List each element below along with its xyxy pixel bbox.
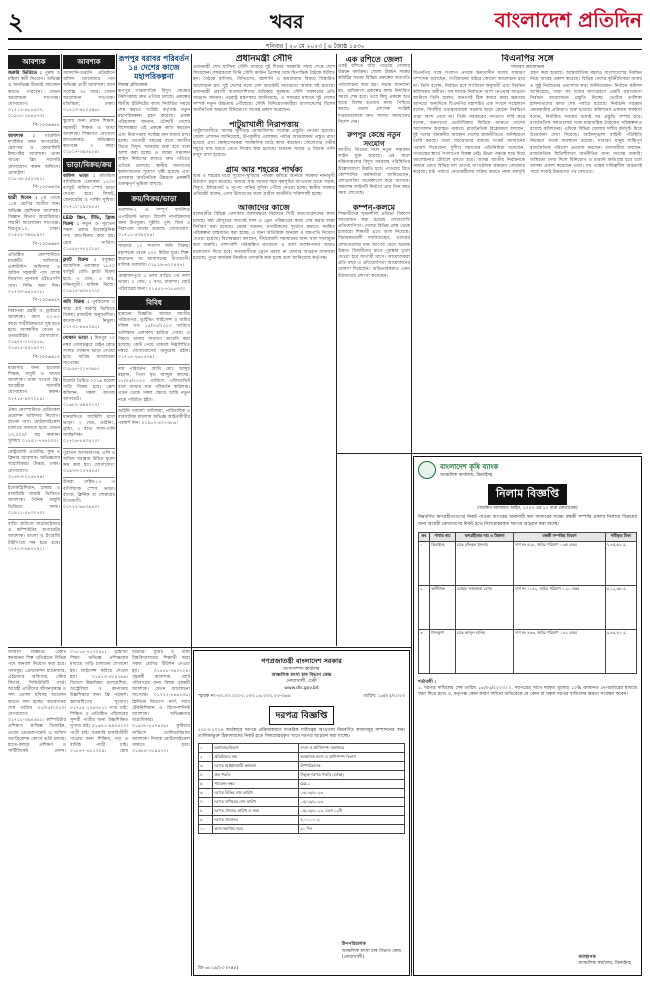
- byline: নিজস্ব প্রতিবেদক: [118, 83, 148, 88]
- ad-lead: LED স্ক্রিন, টিভি, ফ্রিজ বিক্রয় :: [63, 215, 115, 228]
- classified-header: ভাড়া/বিক্রয়/ক্রয়: [63, 158, 115, 172]
- tender-row: [199, 753, 405, 762]
- tender-cell-label: কাজ সমাপ্তির সময়: [213, 825, 299, 834]
- signatory-office: আঞ্চলিক মৎস্য চাষ বিভাগ কেন্দ্র: [341, 948, 401, 954]
- classified-ad: হারানো বিজ্ঞপ্তি: আমার জাতীয় পরিচয়পত্র, ড্রাইভিং লাইসেন্স ও জমির দলিল গত ১৫/০৫/২০২৩ তারিখে গুলিস্তান এলাকায় হারিয়ে গেছে। এ বিষয়ে থানায় সাধারণ ডায়েরি করা হয়েছে। কেউ পেয়ে থাকলে নিম্নলিখিত নম্বরে যোগাযোগের অনুরোধ রইল। ০১৭১৪-২৬৮৫৩৯।: [118, 311, 190, 361]
- tender-row: [199, 780, 405, 789]
- ad-lead: আবশ্যক :: [8, 133, 35, 139]
- tender-cell-label: প্যাকেজ নম্বর: [213, 780, 299, 789]
- auction-subtitle: (অর্থঋণ আদালত আইন, ২০০৩ এর ১২ ধারা মোতাবেক): [477, 506, 578, 512]
- article-body: গ্রাম ও শহরের মধ্যে সুযোগ-সুবিধার পার্থক্য কমিয়ে আনতে সরকার নানামুখী উদ্যোগ গ্রহণ করেছে। আমার গ্রাম আমার শহর কর্মসূচির আওতায় গ্রামে সড়ক, বিদ্যুৎ, ইন্টারনেট ও সুপেয় পানির সুবিধা পৌঁছে দেওয়া হচ্ছে। স্থানীয় সরকার প্রতিমন্ত্রী বলেন, এসব উদ্যোগের ফলে গ্রামীণ অর্থনীতি শক্তিশালী হচ্ছে।: [193, 173, 335, 198]
- auction-cell-no: ৩: [419, 629, 430, 673]
- tender-intro: ২০২৩-২০২৪ অর্থবছরে দরপত্র প্রক্রিয়াকরণে দাপ্তরিক দায়িত্বের আওতায় নিম্নবর্ণিত কাজসমূহ সম্পাদনের জন্য তালিকাভুক্ত ঠিকাদারদের নিকট হতে সিলমোহরকৃত খামে দরপত্র আহ্বান করা যাচ্ছে।: [198, 728, 405, 740]
- ad-code: পি-১২০৬৬৫৮: [33, 122, 60, 128]
- tender-cell-label: ক্রয় পদ্ধতি: [213, 771, 299, 780]
- tender-row: [199, 762, 405, 771]
- masthead: [8, 4, 642, 38]
- tender-cell-value: ০৫/০৬/২০২৩: [299, 798, 405, 807]
- classified-ad: জরুরি ভিত্তিতে : পুরুষ ও মহিলা কর্মী নিয়োগ। অভিজ্ঞ ও অনভিজ্ঞ উভয়ই আবেদন করতে পারবেন। বেতন আলোচনা সাপেক্ষে। যোগাযোগ: ০১৭১১-৪৮২৬৩০, ০১৯১৮-২৬৪৫৭৩।: [8, 71, 60, 120]
- newspaper-logo: বাংলাদেশ প্রতিদিন: [494, 8, 642, 32]
- article-headline: রুপপুর কেন্দ্রে নতুন সংযোগ: [347, 130, 401, 149]
- article-headline: পাটুয়াখালী নিরাপত্তায়: [229, 118, 299, 129]
- tender-cell-label: মন্ত্রণালয়/বিভাগ: [213, 744, 299, 753]
- tender-cell-value: আঞ্চলিক মৎস্য ও প্রাণিসম্পদ বিভাগ: [299, 753, 405, 762]
- classified-ad: আইনি পরামর্শ: জমিজমা, পারিবারিক ও ব্যবসায়িক মামলায় অভিজ্ঞ আইনজীবীর পরামর্শ নিন। ০১৯১২-৪০৭৩৮৬।: [118, 408, 190, 427]
- tender-row: [199, 798, 405, 807]
- tender-cell-value: ৯০ দিন: [299, 825, 405, 834]
- auction-notice-ad: [413, 456, 642, 976]
- ad-reference: জি-৬৮১৯/২৩ (৭x৪): [198, 965, 239, 971]
- article-body: শিক্ষার্থীদের সৃজনশীল প্রতিভা বিকাশে আয়োজন করা হয়েছে লেখালেখি প্রতিযোগিতা। দেশের বিভিন্ন প্রান্ত থেকে হাজারো শিক্ষার্থী এতে অংশ নিয়েছে। বিচারকমণ্ডলী জানিয়েছেন, এবারের লেখাগুলোর মান আগের চেয়ে অনেক উন্নত। বিজয়ীদের হাতে পুরস্কার তুলে দেওয়া হবে আগামী মাসে। আয়োজকরা প্রতি বছর এ প্রতিযোগিতা আয়োজনের ঘোষণা দিয়েছেন। অভিভাবকরাও এমন উদ্যোগের প্রশংসা করেছেন।: [338, 211, 410, 279]
- auction-cell-branch: শৈলকুপা: [430, 629, 456, 673]
- tender-cell-label: প্রতিষ্ঠানের নাম: [213, 753, 299, 762]
- classified-ad: আমদানি-রপ্তানি প্রতিষ্ঠানে অফিস ম্যানেজার পদে অভিজ্ঞ প্রার্থী আবশ্যক। বয়স সর্বোচ্চ ৩৫ বছর। বেতন আলোচনা সাপেক্ষে। মতিঝিল, ঢাকা। ০১৭১৩-৪৮২৫৯৬।: [63, 71, 115, 114]
- tender-cell-label: দরপত্র বিক্রির শেষ তারিখ: [213, 789, 299, 798]
- classified-column-1: [8, 54, 60, 646]
- classified-header: আবশ্যক: [63, 55, 115, 69]
- auction-cell-amount: ৭,৪৫,৬২০/-: [605, 541, 636, 585]
- auction-row: [419, 541, 637, 585]
- tender-row: [199, 816, 405, 825]
- signatory-name: উপপরিচালক: [341, 942, 366, 948]
- classified-column-bottom: [8, 650, 190, 976]
- tender-title: দরপত্র বিজ্ঞপ্তি: [269, 706, 335, 725]
- byline: সাধারণ আলোচনা: [510, 65, 545, 70]
- tender-cell-no: ১: [199, 744, 213, 753]
- classified-ad: প্রতিষ্ঠিত কোম্পানিতে মার্কেটিং অফিসার, একাউন্টস অফিসার ও অফিস সহকারী পদে লোক নিয়োগ। ন্যূনতম এইচএসসি পাস। সিভি জমা দিন। ০১৭৩০-৬৫২৪১৮।: [8, 252, 60, 295]
- article-body: রাজধানীর বিভিন্ন এলাকায় জলাবদ্ধতা নিরসনে সিটি করপোরেশনের কাজ চলছে। বর্ষা মৌসুমের আগেই খাল ও ড্রেন পরিষ্কারের কাজ শেষ করার লক্ষ্য নির্ধারণ করা হয়েছে। মেয়র জানান, নাগরিকদের দুর্ভোগ কমাতে সমন্বিত পরিকল্পনা বাস্তবায়ন করা হচ্ছে। এ জন্য অতিরিক্ত জনবল ও যন্ত্রপাতি নিয়োগ দেওয়া হয়েছে। বিশেষজ্ঞরা বলছেন, দীর্ঘমেয়াদি সমাধানের জন্য খাল দখলমুক্ত করা জরুরি। পাশাপাশি পরিকল্পিত নগরায়ণ ও বর্জ্য ব্যবস্থাপনায় আরও মনোযোগ দিতে হবে। নগরবাসীকে ড্রেনে ময়লা না ফেলার আহ্বান জানানো হয়েছে। পুরো কার্যক্রম নিয়মিত তদারকি করা হচ্ছে বলে জানিয়েছে কর্তৃপক্ষ।: [193, 212, 335, 261]
- tender-table: [198, 743, 405, 834]
- auction-column-header: ঋণগ্রহীতার নাম ও ঠিকানা: [455, 532, 513, 541]
- classified-ad: নিরাপত্তা প্রহরী ও ড্রাইভার আবশ্যক। বয়স ২২-৪০ বছর। শারীরিকভাবে সুস্থ হতে হবে। আকর্ষণীয় বেতন ও ওভারটাইম। যোগাযোগ: ০১৯৭৭-২৮৩৫১৬, ০১৬২৫-৪৪১৯০৭।: [8, 309, 60, 352]
- terms-title: শর্তাবলী :: [418, 679, 437, 685]
- tender-cell-value: উন্মুক্ত দরপত্র পদ্ধতি (OTM): [299, 771, 405, 780]
- auction-cell-name: মোছাঃ জাহানারা বেগম: [455, 585, 513, 629]
- office-location: নোয়াখালী, ঢেমী: [286, 679, 317, 685]
- classified-ad: বায়িং হাউজে মার্চেন্ডাইজার ও কম্পিউটার অপারেটর আবশ্যক। বাংলা ও ইংরেজি টাইপিংয়ে দক্ষ হতে হবে। ০১৭৮৩-৬৪০২৯১।: [8, 521, 60, 552]
- classified-ad: নাম পরিবর্তন: আমি মোঃ আব্দুর রহমান, পিতা মৃত আব্দুল কাদের, ১৮/০৫/২০২৩ তারিখে এফিডেভিট বলে আমার নাম পরিবর্তন করিলাম। এখন থেকে সকল ক্ষেত্রে আমি নতুন নামে পরিচিত হইব।: [118, 366, 190, 403]
- article-body: রূপপুর পারমাণবিক বিদ্যুৎ কেন্দ্রের নির্মাণকাজ দ্রুত এগিয়ে চলছে। প্রকল্পের দ্বিতীয় ইউনিটের কাজ নির্ধারিত সময়ে শেষ করতে সংশ্লিষ্ট কর্তৃপক্ষ নতুন মহাপরিকল্পনা গ্রহণ করেছে। প্রকল্প পরিচালক জানান, চৌদ্দটি দেশের বিশেষজ্ঞরা এই প্রকল্পে কাজ করছেন এবং নিরাপত্তার সর্বোচ্চ মান বজায় রাখা হচ্ছে। আগামী বছরের মধ্যে জাতীয় গ্রিডে বিদ্যুৎ সরবরাহ শুরু হবে বলে আশা করা হচ্ছে। এ লক্ষ্যে সঞ্চালন লাইন নির্মাণের কাজও দ্রুত গতিতে এগিয়ে চলেছে। স্থানীয় জনগণের কর্মসংস্থানের সুযোগ সৃষ্টি হয়েছে এবং এলাকার অর্থনৈতিক উন্নয়নে প্রকল্পটি গুরুত্বপূর্ণ ভূমিকা রাখছে।: [118, 89, 190, 188]
- ad-lead: দোকান ভাড়া :: [63, 336, 93, 342]
- classified-ad: গুলশান-২ এ সম্পূর্ণ ফার্নিশড এপার্টমেন্ট ভাড়া। বিদেশি নাগরিকদের জন্য উপযুক্ত। সুইমিং পুল, জিম ও নিরাপত্তা ব্যবস্থা রয়েছে। যোগাযোগ: ০১৭১১-৫৩৯২৮৪।: [118, 208, 190, 239]
- tender-cell-no: ৭: [199, 798, 213, 807]
- auction-cell-property: দাগ নং ৭৬৩, জমির পরিমাণ ০.৪২ একর: [514, 629, 605, 673]
- tender-cell-no: ৩: [199, 762, 213, 771]
- classified-ad: ধানমন্ডিতে ফ্যামিলি বাসা ভাড়া। ২ বেড, ডাইনিং, ড্রয়িং, ২ বাথ। গ্যাস-পানি সার্বক্ষণিক। ০১৭২৬-৮৪৩৫১০।: [63, 414, 115, 445]
- signatory-name: ব্যবস্থাপক: [578, 954, 596, 960]
- tender-cell-no: ৮: [199, 807, 213, 816]
- tender-row: [199, 825, 405, 834]
- classified-ad: ফ্ল্যাট বিক্রয় : বসুন্ধরা আবাসিক এলাকায় ১৮৫০ বর্গফুট রেডি ফ্ল্যাট বিক্রয় হবে। ৩ বেড, ৩ বাথ, দক্ষিণমুখী। মালিক নিজে। ০১৯১৫-৬৩৮২৭১।: [63, 258, 115, 295]
- memo-date: তারিখ: ১৬/০৫/২০২৩: [363, 693, 405, 699]
- classified-ad: মাদ্রাসার জন্য হাফেজ শিক্ষক, বাবুর্চি ও খাদেম আবশ্যক। থাকা খাওয়া ফ্রি। আগ্রহীরা সরাসরি যোগাযোগ করুন। ০১৭১৫-৯০৩২৮৪।: [8, 365, 60, 402]
- tender-row: [199, 744, 405, 753]
- auction-cell-property: দাগ নং ৫২৮, জমির পরিমাণ ০.৩৫ একর: [514, 541, 605, 585]
- auction-cell-amount: ৯,৮৬,৪১০/-: [605, 629, 636, 673]
- signatory-place: (নোয়াখালী): [341, 954, 365, 960]
- section-title: খবর: [270, 11, 304, 33]
- classified-ad: ঔষধ কোম্পানিতে মেডিকেল প্রমোশন অফিসার নিয়োগ। স্নাতক পাস। মোটরসাইকেল চালাতে জানতে হবে। বেতন ২০,০০০/- সহ অন্যান্য সুবিধা। ০১৮৪২-৭৭৬১০৩।: [8, 407, 60, 444]
- main-headline: প্রধানমন্ত্রী সৌদি: [235, 54, 293, 64]
- classified-ad: উত্তরা সেক্টর-১২ এ বাণিজ্যিক স্পেস ভাড়া। ব্যাংক, ক্লিনিক বা শোরুমের উপযোগী। ০১৭১২-৬৮৩৯৪০।: [63, 480, 115, 511]
- issue-date: শনিবার | ২০ মে ২০২৩ | ৬ জ্যৈষ্ঠ ১৪৩০: [266, 43, 365, 50]
- classified-header: আবশ্যক: [8, 55, 60, 69]
- tender-cell-no: ৪: [199, 771, 213, 780]
- auction-intro: নিম্নবর্ণিত ঋণগ্রহীতাগণের নিকট পাওনা ব্যাংকের অনাদায়ী ঋণ আদায়ের লক্ষ্যে বন্ধকী সম্পত্তি প্রকাশ্য নিলামে বিক্রয়ের জন্য আগ্রহী ক্রেতাগণের নিকট হতে সিলমোহরকৃত দরপত্র আহ্বান করা যাচ্ছে।: [418, 515, 637, 527]
- classified-ad: সাভারে ১০ শতাংশ জমি বিক্রয়। মহাসড়ক থেকে ২০০ মিটার দূরে। শিল্প-কারখানা বা আবাসনের উপযোগী। মালিক সরাসরি। ০১৮১৯-৬২০৪৫৭।: [118, 244, 190, 269]
- classified-ad: আবশ্যক : গার্মেন্টস ফ্যাক্টরির জন্য অপারেটর, হেলপার ও কোয়ালিটি ইন্সপেক্টর আবশ্যক। থাকা খাওয়া ফ্রি। সরাসরি যোগাযোগ করুন অফিসে। মোবাইল: ০১৮১৯-৫৫২৩৪১।: [8, 133, 60, 183]
- tender-cell-no: ১০: [199, 825, 213, 834]
- auction-row: [419, 629, 637, 673]
- article-headline: বিএনপির সঙ্গে: [501, 54, 554, 64]
- auction-table: [418, 532, 637, 674]
- tender-cell-value: GD-১: [299, 780, 405, 789]
- ad-lead: ফ্ল্যাট বিক্রয় :: [63, 258, 97, 264]
- auction-column-header: ক্রঃ: [419, 532, 430, 541]
- auction-row: [419, 585, 637, 629]
- gov-title: গণপ্রজাতন্ত্রী বাংলাদেশ সরকার: [261, 657, 342, 665]
- ad-lead: জমি বিক্রয় :: [63, 300, 90, 306]
- bank-office: আঞ্চলিক কার্যালয়, ঝিনাইদহ: [440, 473, 493, 478]
- article-body: একই রশিতে বাঁধা পড়েছে জেলার উন্নয়ন কার্যক্রম। জেলা উন্নয়ন সমন্বয় কমিটির সভায় বিভিন্ন প্রকল্পের অগ্রগতি পর্যালোচনা করা হয়। সভায় জানানো হয়, অধিকাংশ প্রকল্পের কাজ নির্ধারিত সময়ে শেষ হবে। তবে কিছু প্রকল্পে অর্থ ছাড়ে বিলম্ব হওয়ায় কাজ পিছিয়ে আছে। জেলা প্রশাসক সংশ্লিষ্ট দপ্তরগুলোকে দ্রুত সমস্যা সমাধানের নির্দেশ দেন।: [338, 64, 410, 125]
- auction-column-header: বন্ধকী সম্পত্তির বিবরণ: [514, 532, 605, 541]
- office-name: আঞ্চলিক মৎস্য চাষ বিভাগ কেন্দ্র: [271, 673, 332, 679]
- classified-ad: LED স্ক্রিন, টিভি, ফ্রিজ বিক্রয় : নতুন ও পুরাতন সকল প্রকার ইলেকট্রনিক্স পণ্য ক্রয়-বিক্রয় করা হয়। হোম সার্ভিস। ০১৫৫৫-৭৮২৩১৪।: [63, 215, 115, 252]
- tender-cell-no: ৬: [199, 789, 213, 798]
- classified-ad: মোহাম্মদপুরে ৫ তলা বাড়ির ৩য় তলা ভাড়া। ৩ বেড, ২ বাথ, বারান্দা। ছোট পরিবারের জন্য। ০১৫৫২-৭১৮৬৩০।: [118, 274, 190, 292]
- auction-cell-property: দাগ নং ১১৪২, জমির পরিমাণ ০.২০ একর: [514, 585, 605, 629]
- auction-column-header: শাখার নাম: [430, 532, 456, 541]
- ad-code: পি-১২০৬৬৩৯: [33, 185, 60, 191]
- ad-code: পি-১২০৬৬২৭: [33, 298, 60, 304]
- article-body: পাটুয়াখালীতে আসন্ন ঘূর্ণিঝড় মোকাবিলায় সর্বোচ্চ প্রস্তুতি নেওয়া হয়েছে। জেলা প্রশাসন জানিয়েছে, উপকূলীয় এলাকায় পর্যাপ্ত আশ্রয়কেন্দ্র প্রস্তুত রাখা হয়েছে এবং স্বেচ্ছাসেবকরা সার্বক্ষণিক মাঠে কাজ করছেন। জেলেদের গভীর সমুদ্রে মাছ ধরতে যেতে নিষেধ করা হয়েছে। শুকনো খাবার ও বিশুদ্ধ পানি মজুদ রাখা হয়েছে।: [193, 128, 335, 159]
- auction-cell-branch: কালীগঞ্জ: [430, 585, 456, 629]
- article-body: প্রধানমন্ত্রী শেখ হাসিনা সৌদি আরবে দুই দিনের সরকারি সফর শেষে দেশে ফিরেছেন। সফরকালে তিনি সৌদি ক্রাউন প্রিন্সের সঙ্গে দ্বিপাক্ষিক বৈঠকে মিলিত হন। বৈঠকে বাণিজ্য, বিনিয়োগ, জ্বালানি ও শ্রমবাজার বিষয়ে বিস্তারিত আলোচনা হয়। দুই দেশের মধ্যে বেশ কয়েকটি সমঝোতা স্মারক সই হয়েছে। প্রধানমন্ত্রী প্রবাসী বাংলাদেশিদের অধিকার সুরক্ষায় সৌদি সরকারের প্রতি আহ্বান জানান। পররাষ্ট্র মন্ত্রণালয় জানিয়েছে, এ সফরের মাধ্যমে দুই দেশের সম্পর্ক নতুন উচ্চতায় পৌঁছেছে। সৌদি বিনিয়োগকারীরা বাংলাদেশের বিশেষ অর্থনৈতিক অঞ্চলে বিনিয়োগে আগ্রহ প্রকাশ করেছেন।: [193, 65, 335, 114]
- memo-number: স্মারক নং-৩৩.০৩.০০০০.১৩৩.১৬.০৩৩.২৩-৩৬৬: [198, 693, 291, 699]
- classified-ad: নিয়োগ বিজ্ঞপ্তি: একটি স্বনামধন্য শিল্প প্রতিষ্ঠানে বিভিন্ন পদে জনবল নিয়োগ করা হবে। পদসমূহ: প্রোডাকশন ম্যানেজার, এইচআর অফিসার, স্টোর কিপার, সিকিউরিটি গার্ড। আগ্রহী প্রার্থীদের জীবনবৃত্তান্ত ও সদ্য তোলা ছবিসহ আবেদন করতে বলা হচ্ছে। আবেদনের শেষ তারিখ ৩১/০৫/২০২৩। যোগাযোগ: ০১৭১১-৩৯৪৫৬২। কম্পিউটার প্রশিক্ষণ: গ্রাফিক্স ডিজাইন, ওয়েব ডেভেলপমেন্ট ও অফিস অ্যাপ্লিকেশন কোর্সে ভর্তি চলছে। হাতে-কলমে প্রশিক্ষণ ও সার্টিফিকেট প্রদান। ০১৮১৫-৭২৩০৪৮। ড্রাইভিং শিক্ষা: অভিজ্ঞ প্রশিক্ষকের মাধ্যমে গাড়ি চালানো শেখানো হয়। লাইসেন্স করিয়ে দেওয়া হয়। ০১৯১৩-৫৮৪২৬৯। বিদেশে উচ্চশিক্ষা: মালয়েশিয়া, অস্ট্রেলিয়া ও কানাডায় উচ্চশিক্ষার জন্য ফ্রি পরামর্শ। স্কলারশিপের সুযোগ। ০১৭৫৫-২০৬৩৮১। পাত্র চাই: শিক্ষিত ও প্রতিষ্ঠিত পরিবারের সুন্দরী পাত্রীর জন্য উচ্চশিক্ষিত সুপাত্র চাই। ০১৬৭১-৪৯৩৫২০। পাত্রী চাই: সরকারি চাকরিজীবী পাত্রের জন্য শিক্ষিত, নম্র ও ধার্মিক পাত্রী চাই। ০১৮৪৭-৬২১৩০৯। হোম টিউটর: বুয়েট ও ঢাকা বিশ্ববিদ্যালয়ের শিক্ষার্থী দ্বারা সকল শ্রেণির টিউশন দেওয়া হয়। ০১৫৫৮-৩৯০৭২৪। গৃহকর্মী আবশ্যক: ছোট পরিবারের জন্য বিশ্বস্ত গৃহকর্মী আবশ্যক। বেতন আলোচনা সাপেক্ষে। ০১৭২২-৮৪৬১৩৫। ক্লিনিকে নিয়োগ: নার্স, ল্যাব টেকনিশিয়ান ও রিসেপশনিস্ট আবশ্যক। অভিজ্ঞদের অগ্রাধিকার। ০১৯৩৮-২৫৭৪০৬। কুরিয়ার সার্ভিসে ডেলিভারিম্যান আবশ্যক। নিজস্ব মোটরসাইকেল থাকতে হবে। ০১৬৮৪-৩১৯৫৭২।: [8, 650, 190, 755]
- tender-cell-no: ৫: [199, 780, 213, 789]
- bank-logo-icon: [418, 461, 436, 479]
- tender-cell-label: দরপত্র জামানত: [213, 816, 299, 825]
- auction-cell-name: মোঃ রফিকুল ইসলাম: [455, 541, 513, 585]
- office-name: মৎস্যসম্পদ কার্যালয়: [283, 667, 320, 672]
- terms-body: ১. দরপত্র দাখিলের শেষ তারিখ ১৫/০৬/২০২৩। ২. দরপত্রের সাথে দরকৃত মূল্যের ১০% জামানত পে-অর্ডারের মাধ্যমে জমা দিতে হবে। ৩. কর্তৃপক্ষ কোন কারণ দর্শানো ব্যতিরেকে যে কোন বা সকল দরপত্র বাতিলের ক্ষমতা সংরক্ষণ করেন।: [418, 686, 637, 698]
- article-headline: এক রশিতে জেলা: [345, 54, 403, 64]
- classified-ad: ইলেকট্রিশিয়ান, প্লাম্বার ও রাজমিস্ত্রি জরুরি ভিত্তিতে আবশ্যক। দৈনিক মজুরি ভিত্তিতে কাজ। ০১৯১১-৫৮৩২৭০।: [8, 485, 60, 516]
- tender-row: [199, 789, 405, 798]
- tender-cell-value: মৎস্য ও প্রাণিসম্পদ মন্ত্রণালয়: [299, 744, 405, 753]
- classified-ad: দোকান ভাড়া : মিরপুর ১০ নম্বর গোলচত্বরে মেইন রোড সংলগ্ন দোকান ভাড়া দেওয়া হবে। অগ্রিম আলোচনা সাপেক্ষে। ০১৮৪৫-২১৭৩৬৮।: [63, 336, 115, 373]
- ad-lead: অফিস ভাড়া :: [63, 173, 96, 179]
- classified-header: বিবিধ: [118, 296, 190, 310]
- dateline: [8, 38, 642, 50]
- bank-name: বাংলাদেশ কৃষি ব্যাংক: [440, 462, 499, 471]
- signatory-office: আঞ্চলিক কার্যালয়, ঝিনাইদহ: [578, 960, 631, 966]
- classified-ad: ছাত্রী দিবেন : ৮ম থেকে ১০ম শ্রেণির ছাত্রীর জন্য অভিজ্ঞ গৃহশিক্ষক আবশ্যক। বিজ্ঞান বিভাগ অগ্রাধিকার। সম্মানী আলোচনা সাপেক্ষে। মিরপুর-১০, ঢাকা। ০১৫৫২-৩৪৬৮৯০।: [8, 196, 60, 239]
- auction-column-header: দাবীকৃত টাকা: [605, 532, 636, 541]
- page-number: ২: [8, 7, 24, 36]
- news-column-rail: [118, 54, 190, 646]
- classified-ad: অফিস ভাড়া : মতিঝিল বাণিজ্যিক এলাকায় ১২০০ বর্গফুট অফিস স্পেস ভাড়া দেওয়া হবে। লিফট, জেনারেটর ও পার্কিং সুবিধা। ০১৭১১-২৯৩৪৮৫।: [63, 173, 115, 210]
- article-body: বিএনপির সঙ্গে সংলাপ প্রসঙ্গে ক্ষমতাসীন দলের সাধারণ সম্পাদক বলেছেন, সংবিধানের বাইরে কোনো আলোচনা হবে না। তিনি বলেন, নির্বাচন হবে সংবিধান অনুযায়ী এবং নির্বাচন কমিশনের অধীনে। সব দলকে নির্বাচনে অংশ নেওয়ার আহ্বান জানিয়ে তিনি বলেন, জনগণই ঠিক করবে কারা ক্ষমতায় আসবে। অন্যদিকে বিএনপির মহাসচিব এক সংবাদ সম্মেলনে বলেন, নির্দলীয় তত্ত্বাবধায়ক সরকার ছাড়া কোনো নির্বাচনে তারা অংশ নেবে না। তিনি সরকারের পদত্যাগ দাবি করে বলেন, জনগণের ভোটাধিকার ফিরিয়ে আনতে তাদের আন্দোলন অব্যাহত থাকবে। রাজনৈতিক বিশ্লেষকরা বলছেন, দুই দলের অনমনীয় অবস্থান দেশের রাজনীতিতে অনিশ্চয়তা তৈরি করছে। তারা সমঝোতার মাধ্যমে সংকট সমাধানের পরামর্শ দিয়েছেন। সুশীল সমাজের প্রতিনিধিরা বলেছেন, গণতন্ত্রের স্বার্থে সংলাপের বিকল্প নেই। উভয় পক্ষকে ছাড় দিয়ে আলোচনার টেবিলে বসতে হবে। আসন্ন জাতীয় নির্বাচনকে সামনে রেখে বিভিন্ন দল তাদের সাংগঠনিক কার্যক্রম জোরদার করেছে। মাঠ পর্যায়ে নেতাকর্মীদের সক্রিয় করতে নানা কর্মসূচি গ্রহণ করা হয়েছে। আন্তর্জাতিক মহলও বাংলাদেশের নির্বাচন নিয়ে আগ্রহ প্রকাশ করেছে। বিভিন্ন দেশের কূটনীতিকরা অবাধ ও সুষ্ঠু নির্বাচনের প্রত্যাশার কথা জানিয়েছেন। নির্বাচন কমিশন জানিয়েছে, তারা সব দলের অংশগ্রহণে একটি গ্রহণযোগ্য নির্বাচন আয়োজনে প্রস্তুতি নিচ্ছে। ভোটার তালিকা হালনাগাদের কাজ শেষ পর্যায়ে রয়েছে। নির্বাচনি সরঞ্জাম কেনাকাটার প্রক্রিয়াও শুরু হয়েছে। কমিশনের একজন কর্মকর্তা বলেন, নির্ধারিত সময়ের মধ্যেই সব প্রস্তুতি সম্পন্ন হবে। রাজনৈতিক দলগুলোর সঙ্গে ধারাবাহিক বৈঠকের পরিকল্পনাও রয়েছে কমিশনের। এদিকে বিভিন্ন জেলায় দলীয় কর্মসূচি ঘিরে উত্তেজনা দেখা দিয়েছে। আইনশৃঙ্খলা বাহিনী পরিস্থিতি নিয়ন্ত্রণে সতর্ক অবস্থানে রয়েছে। সাধারণ মানুষ শান্তিপূর্ণ রাজনৈতিক পরিবেশ প্রত্যাশা করছেন। ব্যবসায়ীরা বলছেন, রাজনৈতিক স্থিতিশীলতা অর্থনীতির জন্য অত্যন্ত জরুরি। অস্থিরতা দেখা দিলে বিনিয়োগ ও রপ্তানি ক্ষতিগ্রস্ত হবে বলে আশঙ্কা প্রকাশ করেছেন তারা। সব পক্ষের দায়িত্বশীল আচরণই পারে সংকট উত্তরণের পথ দেখাতে।: [413, 71, 642, 176]
- auction-cell-no: ২: [419, 585, 430, 629]
- news-column-d: [413, 54, 642, 452]
- tender-cell-label: দরপত্র আহ্বানকারী কর্মকর্তা: [213, 762, 299, 771]
- news-column-main: [193, 54, 335, 646]
- classified-header: ক্রয়/বিক্রয়/ভাড়া: [118, 192, 190, 206]
- tender-cell-label: দরপত্র খোলার তারিখ ও সময়: [213, 807, 299, 816]
- auction-title: নিলাম বিজ্ঞপ্তি: [488, 484, 567, 505]
- classified-ad: পুরাতন আসবাবপত্র, এসি ও অফিস সরঞ্জাম উচিত মূল্যে ক্রয় করা হয়। যোগাযোগ: ০১৯৩৩-২০৭৪৮৫।: [63, 450, 115, 475]
- article-body: জাতীয় গ্রিডের সঙ্গে নতুন সঞ্চালন লাইন যুক্ত হয়েছে। এর ফলে দক্ষিণাঞ্চলের বিদ্যুৎ সরবরাহ পরিস্থিতির উল্লেখযোগ্য উন্নতি হবে। পাওয়ার গ্রিড কোম্পানির কর্মকর্তারা জানিয়েছেন, লোডশেডিং অনেকাংশে কমে আসবে। সঞ্চালন লাইনটি নির্মাণে প্রায় তিন বছর সময় লেগেছে।: [338, 148, 410, 197]
- tender-notice-ad: [193, 650, 410, 976]
- rail-headline: রূপপুর বরাবর পরিবর্তন ১৪ দেশের কাজে মহাপরিকল্পনা: [118, 54, 190, 81]
- ad-lead: ছাত্রী দিবেন :: [8, 196, 38, 202]
- tender-cell-value: ০৫/০৬/২০২৩, বেলা ১২টা: [299, 807, 405, 816]
- auction-cell-amount: ৫,১২,৩৮০/-: [605, 585, 636, 629]
- news-column-c: [338, 54, 410, 452]
- classified-ad: স্কুলের জন্য প্রধান শিক্ষক, সহকারী শিক্ষক ও আয়া আবশ্যক। শিক্ষাগত যোগ্যতা স্নাতকোত্তর। অভিজ্ঞতা কমপক্ষে ৩ বছর। ০১৮১৭-৩৯০৬২৪।: [63, 119, 115, 156]
- auction-cell-name: মোঃ আব্দুল হালিম: [455, 629, 513, 673]
- tender-row: [199, 807, 405, 816]
- tender-cell-value: ০৪/০৬/২০২৩: [299, 789, 405, 798]
- classified-ad: টয়োটা প্রিমিও ২০১৬ মডেল গাড়ি বিক্রয় হবে। ফ্রেশ কন্ডিশন, সকল কাগজ আপডেট। ০১৬৮২-৫৯৪০১৭।: [63, 378, 115, 409]
- tender-cell-value: উপপরিচালক: [299, 762, 405, 771]
- classified-column-2: [63, 54, 115, 646]
- office-website: www.dls.gov.bd: [284, 685, 319, 691]
- tender-cell-value: ৫,০০,০০০/-: [299, 816, 405, 825]
- tender-cell-label: দরপত্র দাখিলের শেষ তারিখ: [213, 798, 299, 807]
- ad-code: পি-১২০৬৬৯৭: [33, 241, 60, 247]
- classified-ad: জমি বিক্রয় : পূর্বাচলের ৩ কাঠা প্লট জরুরি ভিত্তিতে বিক্রয়। রাজউক অনুমোদিত। কাগজপত্র নির্ভুল। ০১৭৩১-৪৬৫০৯২।: [63, 300, 115, 331]
- auction-cell-no: ১: [419, 541, 430, 585]
- auction-cell-branch: ঝিনাইদহ: [430, 541, 456, 585]
- ad-lead: জরুরি ভিত্তিতে :: [8, 71, 42, 76]
- tender-cell-no: ২: [199, 753, 213, 762]
- classified-ad: রেস্টুরেন্টে ওয়েটার, কুক ও ক্লিনার আবশ্যক। অভিজ্ঞদের অগ্রাধিকার। উত্তরা, ঢাকা। যোগাযোগ: ০১৬৭৩-২১৫৮৪৯।: [8, 449, 60, 480]
- article-headline: কম্পন-কলমে: [352, 201, 396, 212]
- ad-code: পি-১২০৬৬১০: [33, 354, 60, 360]
- article-headline: গ্রাম আর শহরের পার্থক্য: [225, 163, 303, 174]
- tender-cell-no: ৯: [199, 816, 213, 825]
- article-headline: আজাদের কাজে: [238, 202, 290, 213]
- tender-row: [199, 771, 405, 780]
